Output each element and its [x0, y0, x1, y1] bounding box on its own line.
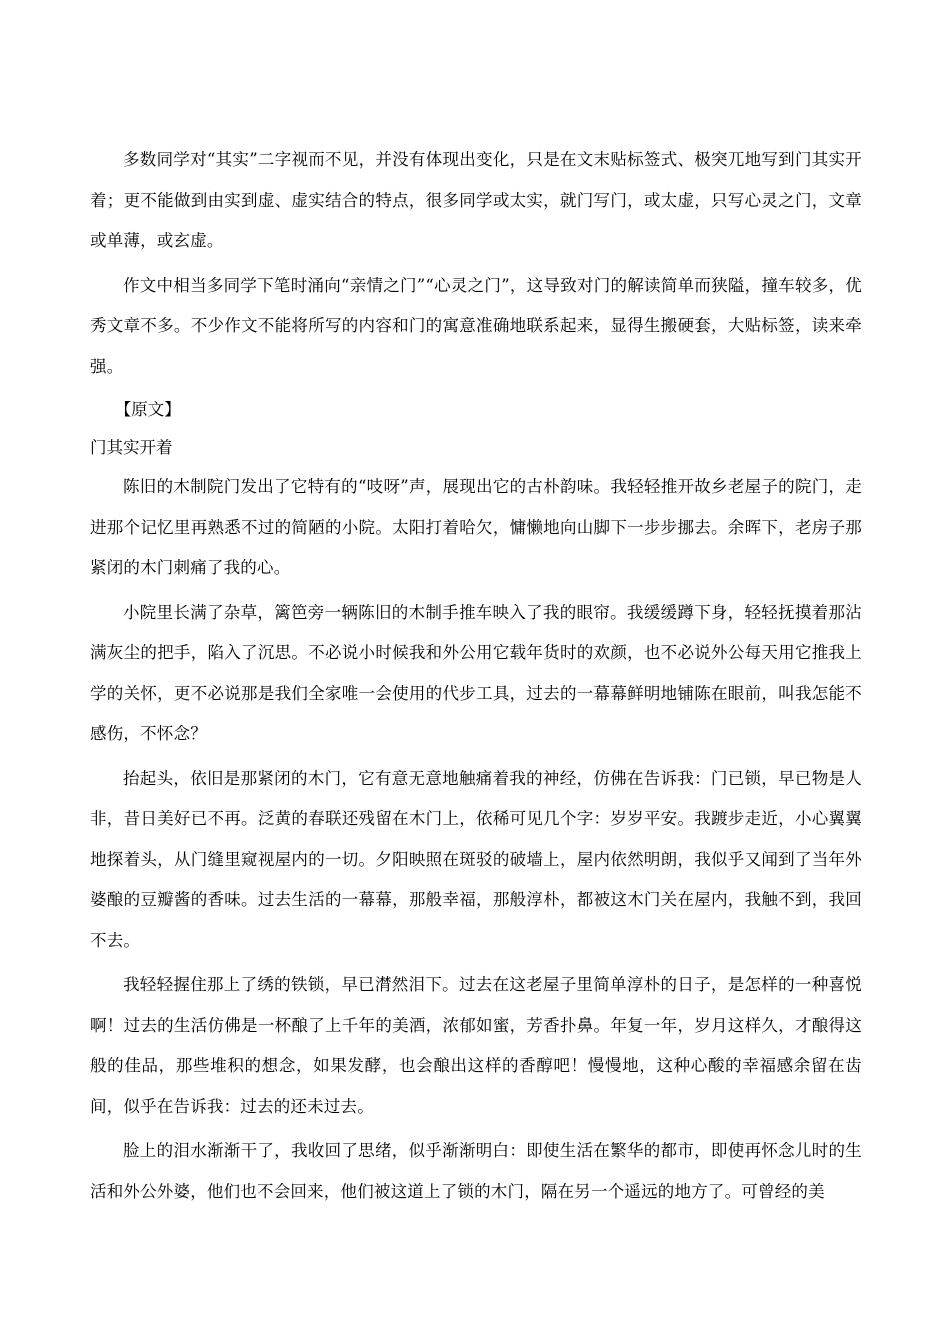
essay-paragraph-5: 脸上的泪水渐渐干了，我收回了思绪，似乎渐渐明白：即使生活在繁华的都市，即使再怀念儿时的生活和外公外婆，他们也不会回来，他们被这道上了锁的木门，隔在另一个遥远的地方了。可曾经的美	[90, 1141, 862, 1201]
essay-paragraph-4: 我轻轻握住那上了绣的铁锁，早已潸然泪下。过去在这老屋子里简单淳朴的日子，是怎样的一种喜悦啊！过去的生活仿佛是一杯酿了上千年的美酒，浓郁如蜜，芳香扑鼻。年复一年，岁月这样久，才酿得这般的佳品，那些堆积的想念，如果发酵，也会酿出这样的香醇吧！慢慢地，这种心酸的幸福感余留在齿间，似乎在告诉我：过去的还未过去。	[90, 975, 862, 1116]
essay-paragraph-3: 抬起头，依旧是那紧闭的木门，它有意无意地触痛着我的神经，仿佛在告诉我：门已锁，早已物是人非，昔日美好已不再。泛黄的春联还残留在木门上，依稀可见几个字：岁岁平安。我踱步走近，小心翼翼地探着头，从门缝里窥视屋内的一切。夕阳映照在斑驳的破墙上，屋内依然明朗，我似乎又闻到了当年外婆酿的豆瓣酱的香味。过去生活的一幕幕，那般幸福，那般淳朴，都被这木门关在屋内，我触不到，我回不去。	[90, 768, 862, 950]
section-heading: 【原文】	[114, 400, 181, 419]
intro-paragraph-1: 多数同学对“其实”二字视而不见，并没有体现出变化，只是在文末贴标签式、极突兀地写到门其实开着；更不能做到由实到虚、虚实结合的特点，很多同学或太实，就门写门，或太虚，只写心灵之门，文章或单薄，或玄虚。	[90, 150, 862, 250]
essay-paragraph-1: 陈旧的木制院门发出了它特有的“吱呀”声，展现出它的古朴韵味。我轻轻推开故乡老屋子的院门，走进那个记忆里再熟悉不过的简陋的小院。太阳打着哈欠，慵懒地向山脚下一步步挪去。余晖下，老房子那紧闭的木门刺痛了我的心。	[90, 477, 862, 577]
document-body	[90, 140, 862, 1216]
essay-paragraph-2: 小院里长满了杂草，篱笆旁一辆陈旧的木制手推车映入了我的眼帘。我缓缓蹲下身，轻轻抚摸着那沾满灰尘的把手，陷入了沉思。不必说小时候我和外公用它载年货时的欢颜，也不必说外公每天用它推我上学的关怀，更不必说那是我们全家唯一会使用的代步工具，过去的一幕幕鲜明地铺陈在眼前，叫我怎能不感伤，不怀念？	[90, 602, 862, 743]
essay-title: 门其实开着	[90, 438, 173, 457]
intro-paragraph-2: 作文中相当多同学下笔时涌向“亲情之门”“心灵之门”，这导致对门的解读简单而狭隘，撞车较多，优秀文章不多。不少作文不能将所写的内容和门的寓意准确地联系起来，显得生搬硬套，大贴标签，读来牵强。	[90, 275, 862, 376]
